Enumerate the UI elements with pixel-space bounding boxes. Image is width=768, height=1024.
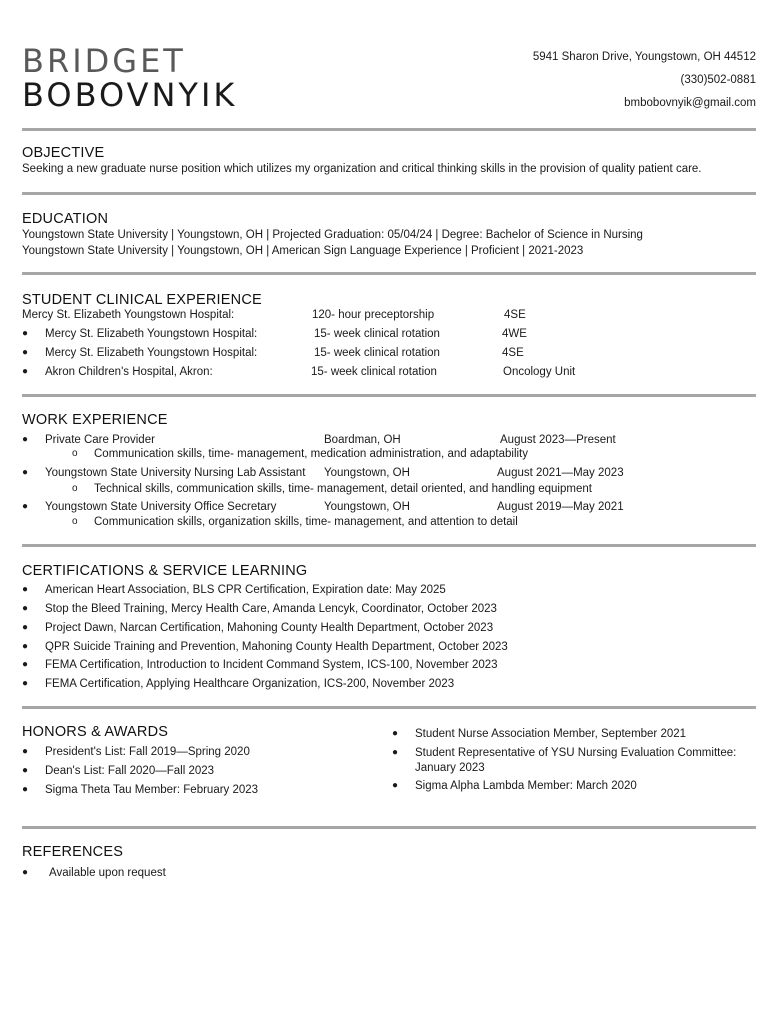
bullet-icon: ● [22, 784, 29, 795]
honor-text: Sigma Theta Tau Member: February 2023 [45, 784, 259, 796]
job-dates: August 2021—May 2023 [497, 467, 624, 479]
job-detail: Technical skills, communication skills, time- management, detail oriented, and handling equipment [94, 483, 592, 495]
job-title: Private Care Provider [45, 434, 155, 446]
certifications-heading: CERTIFICATIONS & SERVICE LEARNING [22, 563, 308, 579]
certification-text: QPR Suicide Training and Prevention, Mahoning County Health Department, October 2023 [45, 641, 508, 653]
job-detail-row [22, 516, 756, 534]
job-detail: Communication skills, organization skills, time- management, and attention to detail [94, 516, 518, 528]
first-name: BRIDGET [22, 42, 186, 80]
education-line: Youngstown State University | Youngstown, OH | American Sign Language Experience | Proficient | 2021-2023 [22, 245, 584, 257]
section-divider [22, 706, 756, 709]
objective-text: Seeking a new graduate nurse position which utilizes my organization and critical thinking skills in the provision of quality patient care. [22, 163, 702, 175]
clinical-place: Mercy St. Elizabeth Youngstown Hospital: [45, 347, 258, 359]
honor-text: Dean's List: Fall 2020—Fall 2023 [45, 765, 215, 777]
section-divider [22, 394, 756, 397]
bullet-icon: ● [22, 603, 29, 614]
certification-item [22, 641, 756, 659]
section-divider [22, 272, 756, 275]
certification-text: American Heart Association, BLS CPR Certification, Expiration date: May 2025 [45, 584, 446, 596]
references-heading: REFERENCES [22, 844, 124, 860]
certification-item [22, 603, 756, 621]
clinical-duration: 120- hour preceptorship [312, 309, 435, 321]
certification-text: Project Dawn, Narcan Certification, Mahoning County Health Department, October 2023 [45, 622, 494, 634]
bullet-icon: ● [22, 366, 29, 377]
certification-text: FEMA Certification, Introduction to Incident Command System, ICS-100, November 2023 [45, 659, 498, 671]
bullet-icon: ● [22, 659, 29, 670]
job-location: Boardman, OH [324, 434, 401, 446]
clinical-unit: Oncology Unit [503, 366, 576, 378]
clinical-row [22, 347, 756, 365]
phone: (330)502-0881 [680, 74, 756, 86]
clinical-unit: 4SE [502, 347, 524, 359]
contact-block [533, 46, 756, 115]
job-detail: Communication skills, time- management, medication administration, and adaptability [94, 448, 529, 460]
bullet-icon: ● [22, 584, 29, 595]
section-divider [22, 826, 756, 829]
education-heading: EDUCATION [22, 211, 109, 227]
clinical-unit: 4SE [504, 309, 526, 321]
certification-item [22, 678, 756, 696]
clinical-row [22, 309, 756, 327]
certification-item [22, 622, 756, 640]
bullet-icon: ● [22, 641, 29, 652]
bullet-icon: ● [22, 467, 29, 478]
certification-text: Stop the Bleed Training, Mercy Health Care, Amanda Lencyk, Coordinator, October 2023 [45, 603, 497, 615]
clinical-row [22, 366, 756, 384]
honor-item-continuation [22, 762, 756, 780]
reference-item [22, 867, 756, 885]
clinical-place: Mercy St. Elizabeth Youngstown Hospital: [22, 309, 235, 321]
work-heading: WORK EXPERIENCE [22, 412, 168, 428]
bullet-icon: ● [392, 747, 399, 758]
last-name: BOBOVNYIK [22, 76, 238, 114]
bullet-icon: ● [22, 434, 29, 445]
job-title: Youngstown State University Nursing Lab Assistant [45, 467, 306, 479]
clinical-heading: STUDENT CLINICAL EXPERIENCE [22, 292, 262, 308]
honor-text: President's List: Fall 2019—Spring 2020 [45, 746, 250, 758]
certification-text: FEMA Certification, Applying Healthcare Organization, ICS-200, November 2023 [45, 678, 455, 690]
clinical-duration: 15- week clinical rotation [314, 347, 440, 359]
objective-heading: OBJECTIVE [22, 145, 105, 161]
candidate-name [22, 44, 237, 112]
clinical-duration: 15- week clinical rotation [314, 328, 440, 340]
bullet-icon: ● [392, 728, 399, 739]
bullet-icon: ● [392, 780, 399, 791]
address: 5941 Sharon Drive, Youngstown, OH 44512 [532, 51, 756, 63]
honor-text: January 2023 [415, 762, 485, 774]
sub-bullet-icon: o [72, 483, 78, 494]
education-line: Youngstown State University | Youngstown, OH | Projected Graduation: 05/04/24 | Degree: Bachelor of Science in Nursing [22, 229, 643, 241]
job-title: Youngstown State University Office Secretary [45, 501, 277, 513]
honor-text: Student Nurse Association Member, September 2021 [415, 728, 687, 740]
job-detail-row [22, 448, 756, 466]
honor-item [22, 728, 756, 746]
honor-item [22, 780, 756, 798]
section-divider [22, 544, 756, 547]
clinical-duration: 15- week clinical rotation [311, 366, 437, 378]
clinical-unit: 4WE [502, 328, 527, 340]
sub-bullet-icon: o [72, 448, 78, 459]
section-divider [22, 128, 756, 131]
clinical-place: Mercy St. Elizabeth Youngstown Hospital: [45, 328, 258, 340]
sub-bullet-icon: o [72, 516, 78, 527]
bullet-icon: ● [22, 328, 29, 339]
bullet-icon: ● [22, 678, 29, 689]
bullet-icon: ● [22, 746, 29, 757]
bullet-icon: ● [22, 501, 29, 512]
job-dates: August 2019—May 2021 [497, 501, 624, 513]
reference-text: Available upon request [49, 867, 166, 879]
email: bmbobovnyik@gmail.com [624, 97, 756, 109]
job-location: Youngstown, OH [324, 501, 410, 513]
section-divider [22, 192, 756, 195]
job-location: Youngstown, OH [324, 467, 410, 479]
clinical-place: Akron Children's Hospital, Akron: [45, 366, 213, 378]
bullet-icon: ● [22, 765, 29, 776]
bullet-icon: ● [22, 622, 29, 633]
job-detail-row [22, 483, 756, 501]
certification-item [22, 659, 756, 677]
clinical-row [22, 328, 756, 346]
bullet-icon: ● [22, 347, 29, 358]
honor-text: Sigma Alpha Lambda Member: March 2020 [415, 780, 637, 792]
honors-heading: HONORS & AWARDS [22, 724, 169, 740]
honor-text: Student Representative of YSU Nursing Evaluation Committee: [415, 747, 737, 759]
job-dates: August 2023—Present [500, 434, 616, 446]
bullet-icon: ● [22, 867, 29, 878]
certification-item [22, 584, 756, 602]
